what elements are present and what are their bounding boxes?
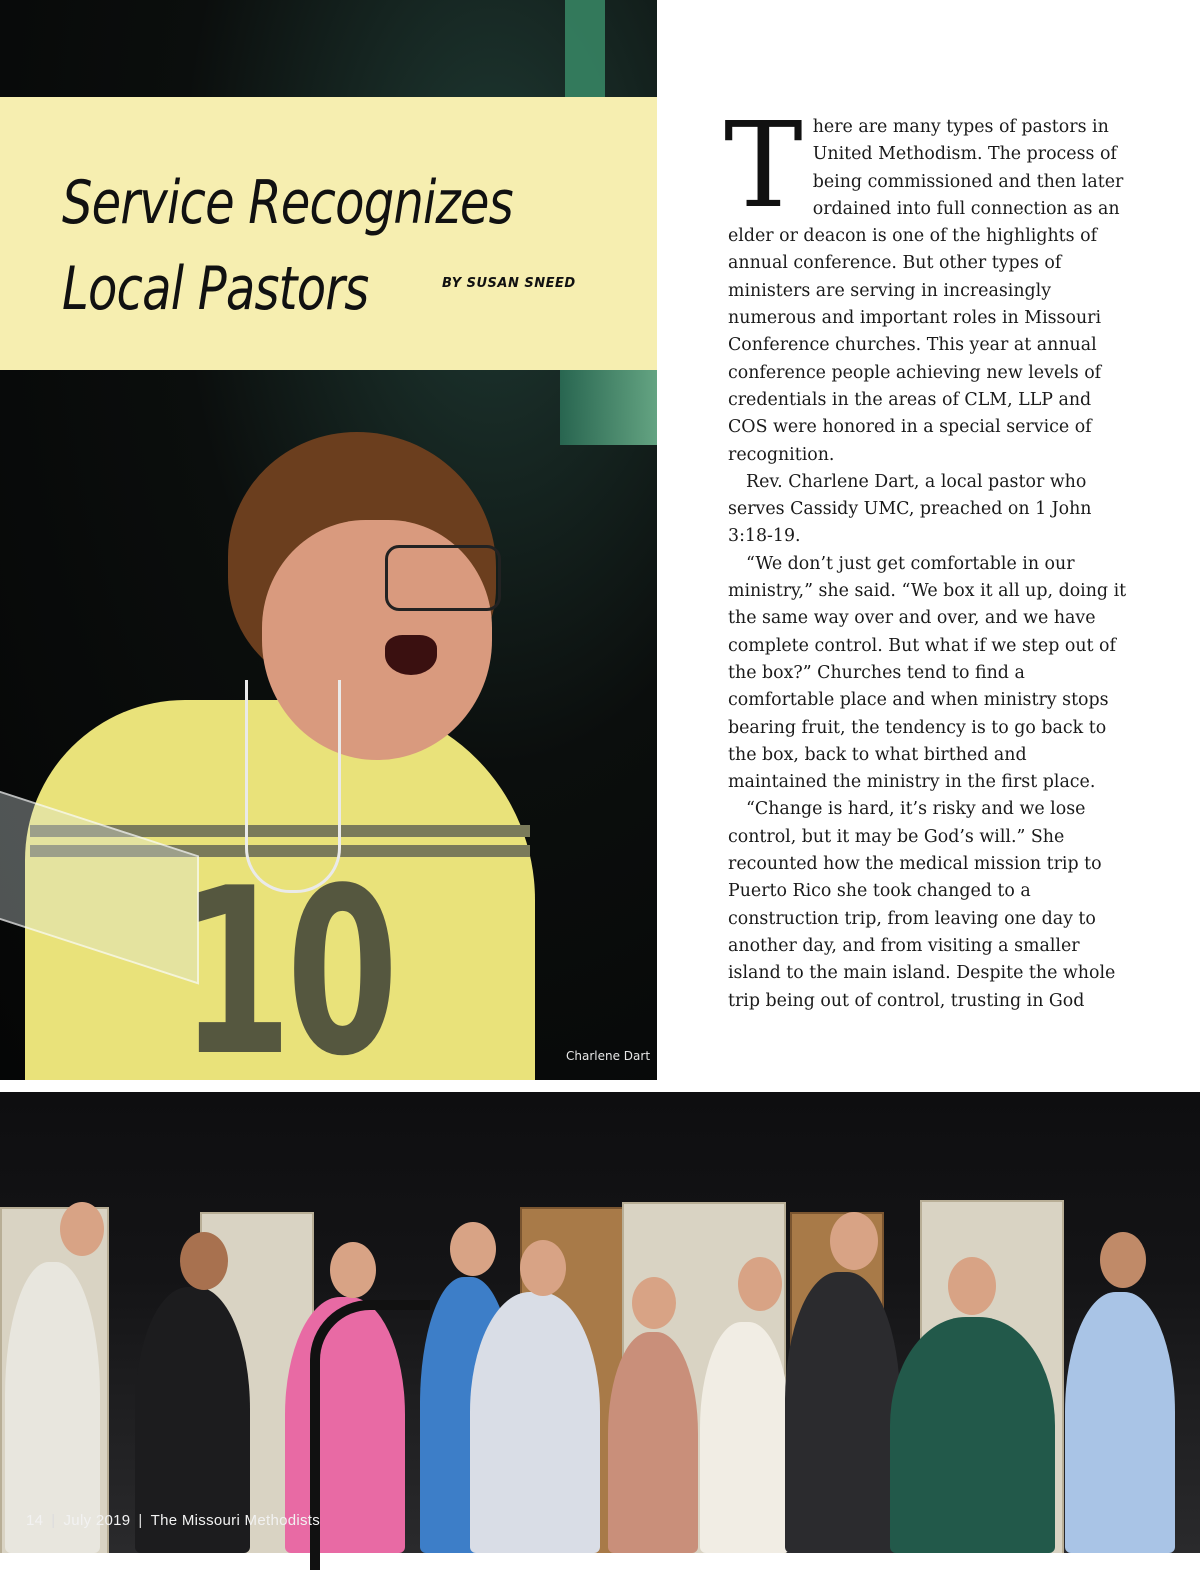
- title-line-1: Service Recognizes: [62, 168, 513, 238]
- group-member-head: [520, 1240, 566, 1296]
- article-paragraph: “Change is hard, it’s risky and we lose control, but it may be God’s will.” She recounted how the medical mission trip to Puerto Rico she took changed to a construction trip, from leaving one day to another day, and from visiting a smaller island to the main island. Despite the whole trip being out of control, trusting in God: [728, 799, 1116, 1011]
- page-number: 14: [26, 1512, 44, 1529]
- group-member-head: [1100, 1232, 1146, 1288]
- group-member: [785, 1272, 900, 1553]
- smile: [385, 635, 437, 675]
- publication-name: The Missouri Methodists: [150, 1512, 321, 1529]
- group-member-head: [632, 1277, 676, 1329]
- group-member: [5, 1262, 100, 1553]
- group-member: [890, 1317, 1055, 1553]
- group-member: [700, 1322, 790, 1553]
- article-paragraph: “We don’t just get comfortable in our ministry,” she said. “We box it all up, doing it the same way over and over, and we have complete control. But what if we step out of the box?” Churches tend to find a comfortable place and when ministry stops bearing fruit, the tendency is to go back to the box, back to what birthed and maintained the ministry in the first place.: [728, 553, 1127, 793]
- group-member-head: [948, 1257, 996, 1315]
- title-line-2: Local Pastors: [62, 254, 369, 324]
- byline: BY SUSAN SNEED: [442, 276, 576, 291]
- group-member-head: [180, 1232, 228, 1290]
- photo-caption: Charlene Dart: [566, 1049, 651, 1063]
- issue-date: July 2019: [63, 1512, 131, 1529]
- article-paragraph: Rev. Charlene Dart, a local pastor who serves Cassidy UMC, preached on 1 John 3:18-19.: [728, 471, 1092, 547]
- drop-cap: T: [724, 96, 803, 234]
- stair-railing: [310, 1300, 430, 1570]
- group-member-head: [60, 1202, 104, 1256]
- group-member: [1065, 1292, 1175, 1553]
- group-member-head: [330, 1242, 376, 1298]
- lanyard: [245, 680, 341, 893]
- group-member-head: [738, 1257, 782, 1311]
- jersey-number: 10: [180, 840, 393, 1080]
- footer-separator: |: [51, 1512, 56, 1529]
- footer-separator: |: [138, 1512, 143, 1529]
- article-title: [62, 160, 670, 332]
- group-member: [608, 1332, 698, 1553]
- stage-light: [565, 0, 605, 97]
- page-footer: [26, 1512, 320, 1529]
- glasses: [385, 545, 501, 611]
- group-member-head: [450, 1222, 496, 1276]
- group-photo: [0, 1092, 1200, 1553]
- group-member-head: [830, 1212, 878, 1270]
- stage-light: [560, 370, 657, 445]
- article-paragraph: There are many types of pastors in United Methodism. The process of being commissioned and then later ordained into full connection as an elder or deacon is one of the highlights of annual conference. But other types of ministers are serving in increasingly numerous and important roles in Missouri Conference churches. This year at annual conference people achieving new levels of credentials in the areas of CLM, LLP and COS were honored in a special service of recognition.: [724, 96, 1124, 465]
- article-body: [724, 96, 1128, 1015]
- group-member: [470, 1292, 600, 1553]
